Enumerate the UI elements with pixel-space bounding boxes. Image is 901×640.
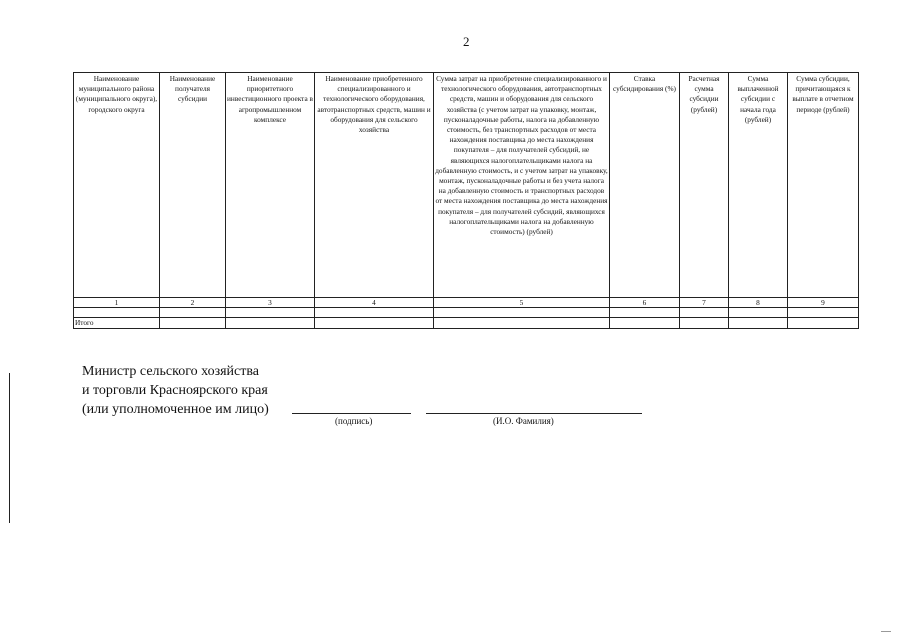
column-number: 5 xyxy=(434,298,610,308)
signatory-title-line-1: Министр сельского хозяйства xyxy=(82,364,259,379)
total-row xyxy=(74,318,859,329)
column-number: 6 xyxy=(610,298,680,308)
table-cell xyxy=(160,318,226,329)
empty-data-row xyxy=(74,308,859,318)
left-margin-rule xyxy=(9,373,10,523)
table-cell xyxy=(434,308,610,318)
column-number-row xyxy=(74,298,859,308)
signature-caption: (подпись) xyxy=(335,416,373,426)
column-number: 7 xyxy=(680,298,729,308)
name-line xyxy=(426,413,642,414)
signature-block xyxy=(82,362,269,419)
column-number: 8 xyxy=(729,298,788,308)
table-cell xyxy=(226,308,315,318)
header-cell-municipality: Наименование муниципального района (муниципального округа), городского округа xyxy=(74,73,160,298)
header-cell-recipient: Наименование получателя субсидии xyxy=(160,73,226,298)
table-cell xyxy=(610,308,680,318)
table-header-row xyxy=(74,73,859,298)
header-cell-due-sum: Сумма субсидии, причитающаяся к выплате в отчетном периоде (рублей) xyxy=(788,73,859,298)
header-cell-rate: Ставка субсидирования (%) xyxy=(610,73,680,298)
page-number: 2 xyxy=(463,34,470,49)
column-number: 4 xyxy=(315,298,434,308)
column-number: 9 xyxy=(788,298,859,308)
header-cell-equipment: Наименование приобретенного специализированного и технологического оборудования, автотранспортных средств, машин и оборудования для сельского хозяйства xyxy=(315,73,434,298)
table-cell xyxy=(434,318,610,329)
signatory-title-line-2: и торговли Красноярского края xyxy=(82,383,268,398)
table-cell xyxy=(680,318,729,329)
table-cell xyxy=(160,308,226,318)
signatory-title-line-3: (или уполномоченное им лицо) xyxy=(82,402,269,417)
table-cell xyxy=(788,308,859,318)
corner-mark xyxy=(881,631,891,632)
table-cell xyxy=(74,308,160,318)
table-cell xyxy=(729,318,788,329)
table-cell xyxy=(226,318,315,329)
table-cell xyxy=(729,308,788,318)
header-cell-costs: Сумма затрат на приобретение специализированного и технологического оборудования, автотранспортных средств, машин и оборудования для сельского хозяйства (с учетом затрат на упаковку, монтаж, пусконаладочные работы, налога на добавленную стоимость, без транспортных расходов от места нахождения поставщика до места нахождения покупателя – для получателей субсидий, не являющихся налогоплательщиками налога на добавленную стоимость, и с учетом затрат на упаковку, монтаж, пусконаладочные работы и без учета налога на добавленную стоимость и транспортных расходов от места нахождения поставщика до места нахождения покупателя – для получателей субсидий, являющихся налогоплательщиками налога на добавленную стоимость) (рублей) xyxy=(434,73,610,298)
signature-line xyxy=(292,413,411,414)
column-number: 3 xyxy=(226,298,315,308)
total-label: Итого xyxy=(74,318,160,329)
table-cell xyxy=(315,308,434,318)
subsidy-table xyxy=(73,72,859,329)
header-cell-calculated-sum: Расчетная сумма субсидии (рублей) xyxy=(680,73,729,298)
column-number: 1 xyxy=(74,298,160,308)
table-cell xyxy=(788,318,859,329)
header-cell-project: Наименование приоритетного инвестиционного проекта в агропромышленном комплексе xyxy=(226,73,315,298)
header-cell-paid-sum: Сумма выплаченной субсидии с начала года (рублей) xyxy=(729,73,788,298)
name-caption: (И.О. Фамилия) xyxy=(493,416,554,426)
table-cell xyxy=(315,318,434,329)
column-number: 2 xyxy=(160,298,226,308)
table-cell xyxy=(680,308,729,318)
table-cell xyxy=(610,318,680,329)
